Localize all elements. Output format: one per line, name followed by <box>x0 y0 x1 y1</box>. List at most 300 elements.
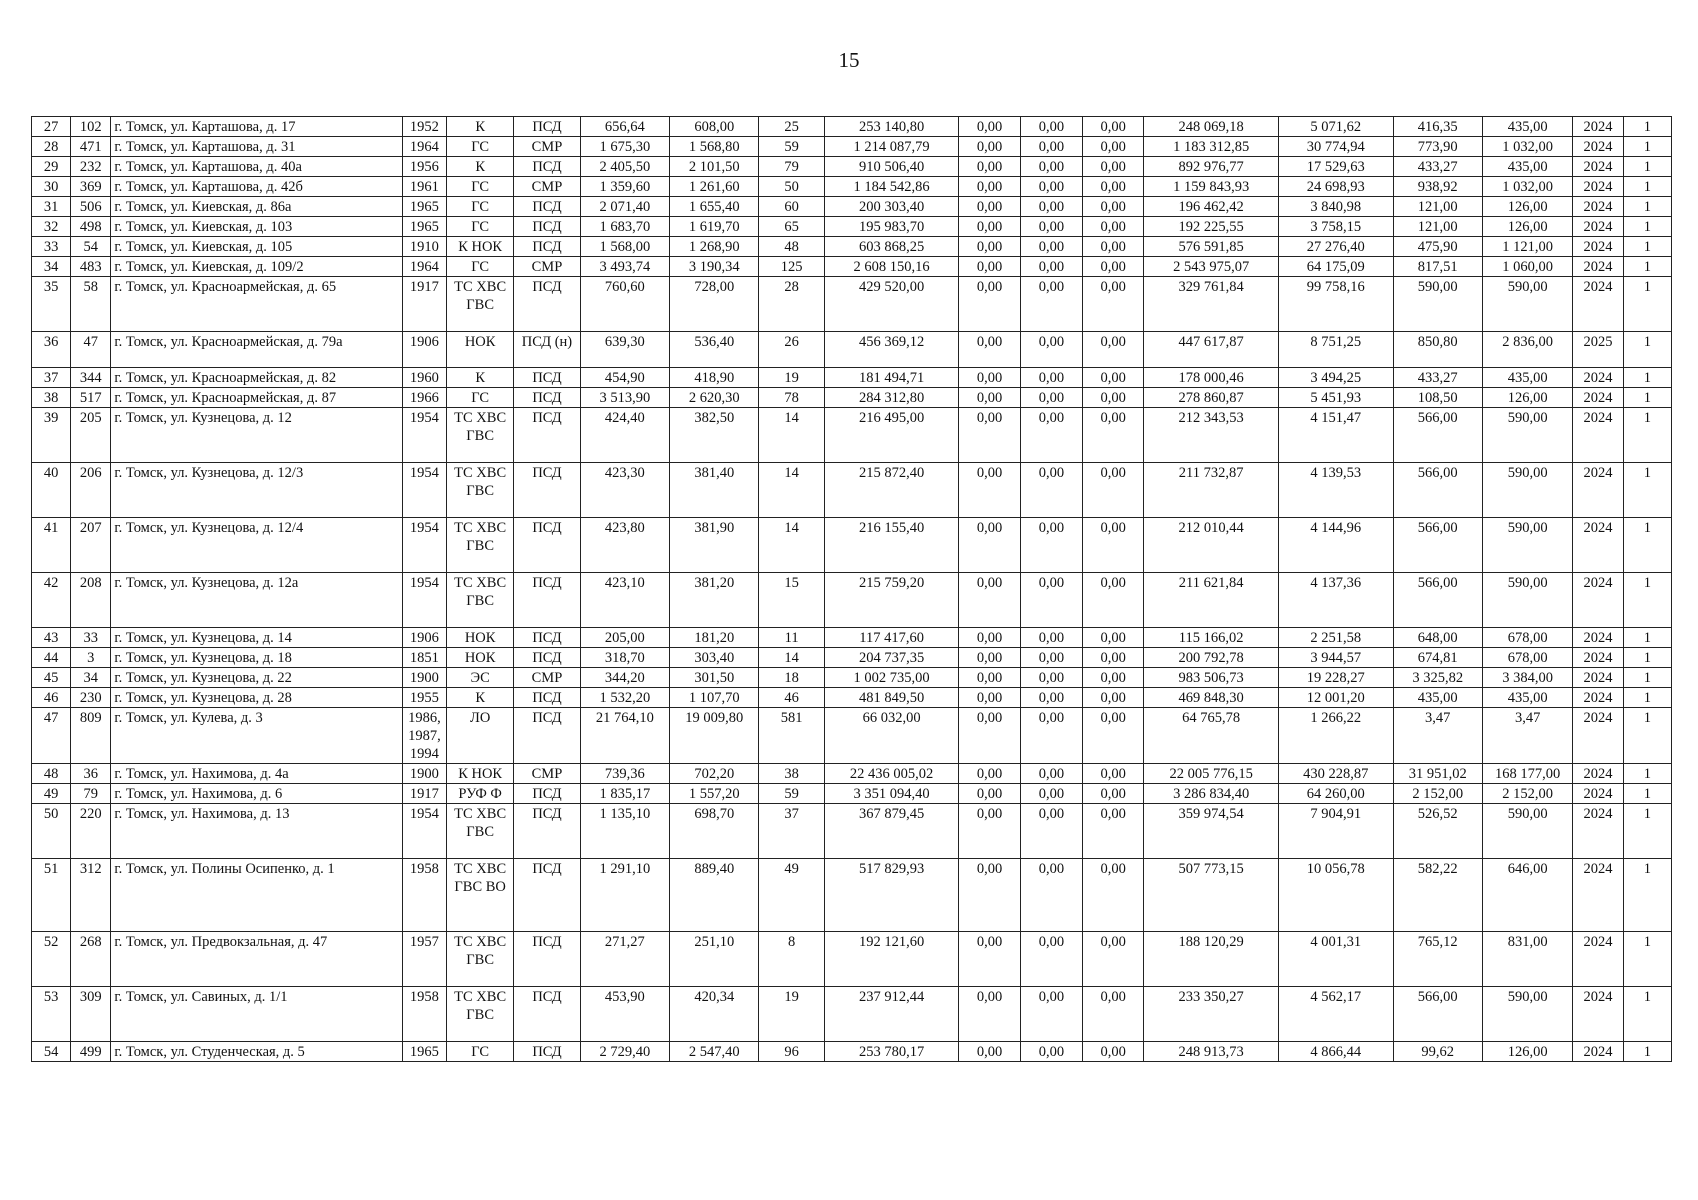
cell-fund-5: 4 137,36 <box>1278 573 1393 628</box>
cell-fund-2: 0,00 <box>1020 217 1082 237</box>
cell-row-number: 30 <box>32 177 71 197</box>
cell-work-type: ПСД <box>514 157 580 177</box>
cell-residents: 11 <box>759 628 824 648</box>
cell-fund-3: 0,00 <box>1083 388 1144 408</box>
cell-work-kind: ТС ХВС ГВС <box>446 518 513 573</box>
cell-fund-1: 0,00 <box>959 332 1020 368</box>
cell-work-type: ПСД <box>514 804 580 859</box>
cell-fund-4: 359 974,54 <box>1144 804 1279 859</box>
cell-fund-3: 0,00 <box>1083 987 1144 1042</box>
cell-unit-cost: 108,50 <box>1393 388 1482 408</box>
cell-cost-total: 1 184 542,86 <box>824 177 959 197</box>
cell-unit-cost: 938,92 <box>1393 177 1482 197</box>
cell-fund-2: 0,00 <box>1020 332 1082 368</box>
cell-work-type: ПСД <box>514 987 580 1042</box>
cell-address: г. Томск, ул. Савиных, д. 1/1 <box>111 987 402 1042</box>
cell-area-total: 1 532,20 <box>580 688 669 708</box>
cell-fund-3: 0,00 <box>1083 859 1144 932</box>
cell-build-year: 1954 <box>402 804 446 859</box>
cell-cost-total: 910 506,40 <box>824 157 959 177</box>
cell-area-total: 271,27 <box>580 932 669 987</box>
cell-fund-2: 0,00 <box>1020 764 1082 784</box>
cell-flag: 1 <box>1623 688 1671 708</box>
cell-flag: 1 <box>1623 932 1671 987</box>
cell-fund-4: 211 621,84 <box>1144 573 1279 628</box>
cell-area-living: 2 620,30 <box>670 388 759 408</box>
cell-fund-2: 0,00 <box>1020 117 1082 137</box>
cell-unit-limit: 3 384,00 <box>1482 668 1572 688</box>
table-row <box>32 859 1672 932</box>
cell-plan-year: 2024 <box>1573 518 1623 573</box>
cell-cost-total: 517 829,93 <box>824 859 959 932</box>
cell-fund-2: 0,00 <box>1020 518 1082 573</box>
cell-flag: 1 <box>1623 987 1671 1042</box>
cell-fund-1: 0,00 <box>959 932 1020 987</box>
cell-fund-3: 0,00 <box>1083 463 1144 518</box>
cell-unit-limit: 590,00 <box>1482 518 1572 573</box>
cell-fund-5: 64 260,00 <box>1278 784 1393 804</box>
cell-object-id: 369 <box>71 177 111 197</box>
cell-area-total: 423,30 <box>580 463 669 518</box>
cell-fund-3: 0,00 <box>1083 137 1144 157</box>
cell-row-number: 44 <box>32 648 71 668</box>
cell-area-living: 2 101,50 <box>670 157 759 177</box>
cell-fund-1: 0,00 <box>959 277 1020 332</box>
cell-flag: 1 <box>1623 518 1671 573</box>
cell-fund-4: 507 773,15 <box>1144 859 1279 932</box>
cell-area-living: 728,00 <box>670 277 759 332</box>
cell-fund-2: 0,00 <box>1020 408 1082 463</box>
cell-row-number: 40 <box>32 463 71 518</box>
table-row <box>32 1042 1672 1062</box>
cell-cost-total: 1 002 735,00 <box>824 668 959 688</box>
cell-work-kind: ГС <box>446 388 513 408</box>
cell-fund-2: 0,00 <box>1020 708 1082 764</box>
cell-residents: 19 <box>759 368 824 388</box>
cell-object-id: 268 <box>71 932 111 987</box>
cell-area-living: 381,90 <box>670 518 759 573</box>
cell-build-year: 1954 <box>402 408 446 463</box>
cell-fund-4: 115 166,02 <box>1144 628 1279 648</box>
cell-build-year: 1906 <box>402 332 446 368</box>
cell-fund-2: 0,00 <box>1020 237 1082 257</box>
cell-plan-year: 2024 <box>1573 277 1623 332</box>
cell-area-total: 760,60 <box>580 277 669 332</box>
cell-cost-total: 117 417,60 <box>824 628 959 648</box>
cell-area-total: 205,00 <box>580 628 669 648</box>
cell-unit-cost: 475,90 <box>1393 237 1482 257</box>
cell-address: г. Томск, ул. Карташова, д. 31 <box>111 137 402 157</box>
cell-work-kind: ГС <box>446 257 513 277</box>
table-row <box>32 237 1672 257</box>
cell-fund-1: 0,00 <box>959 987 1020 1042</box>
cell-fund-1: 0,00 <box>959 137 1020 157</box>
table-row <box>32 332 1672 368</box>
cell-area-living: 3 190,34 <box>670 257 759 277</box>
cell-cost-total: 603 868,25 <box>824 237 959 257</box>
cell-fund-4: 233 350,27 <box>1144 987 1279 1042</box>
table-row <box>32 408 1672 463</box>
cell-row-number: 49 <box>32 784 71 804</box>
cell-address: г. Томск, ул. Кузнецова, д. 12/3 <box>111 463 402 518</box>
cell-address: г. Томск, ул. Кузнецова, д. 14 <box>111 628 402 648</box>
cell-fund-2: 0,00 <box>1020 688 1082 708</box>
table-row <box>32 368 1672 388</box>
cell-fund-2: 0,00 <box>1020 197 1082 217</box>
cell-address: г. Томск, ул. Кузнецова, д. 12 <box>111 408 402 463</box>
cell-area-total: 3 493,74 <box>580 257 669 277</box>
cell-area-total: 2 405,50 <box>580 157 669 177</box>
cell-row-number: 54 <box>32 1042 71 1062</box>
cell-residents: 18 <box>759 668 824 688</box>
cell-residents: 49 <box>759 859 824 932</box>
cell-build-year: 1961 <box>402 177 446 197</box>
cell-plan-year: 2024 <box>1573 137 1623 157</box>
cell-area-total: 424,40 <box>580 408 669 463</box>
cell-area-living: 19 009,80 <box>670 708 759 764</box>
cell-fund-2: 0,00 <box>1020 668 1082 688</box>
table-body <box>32 117 1672 1062</box>
cell-fund-5: 4 562,17 <box>1278 987 1393 1042</box>
cell-flag: 1 <box>1623 257 1671 277</box>
cell-work-kind: ГС <box>446 177 513 197</box>
cell-unit-limit: 126,00 <box>1482 217 1572 237</box>
cell-object-id: 54 <box>71 237 111 257</box>
cell-fund-5: 2 251,58 <box>1278 628 1393 648</box>
cell-work-type: ПСД <box>514 277 580 332</box>
cell-fund-5: 17 529,63 <box>1278 157 1393 177</box>
cell-unit-cost: 121,00 <box>1393 217 1482 237</box>
cell-work-type: ПСД <box>514 237 580 257</box>
cell-unit-cost: 121,00 <box>1393 197 1482 217</box>
cell-row-number: 27 <box>32 117 71 137</box>
cell-build-year: 1954 <box>402 463 446 518</box>
cell-cost-total: 3 351 094,40 <box>824 784 959 804</box>
cell-fund-3: 0,00 <box>1083 1042 1144 1062</box>
cell-area-total: 1 675,30 <box>580 137 669 157</box>
cell-cost-total: 22 436 005,02 <box>824 764 959 784</box>
cell-work-kind: К <box>446 117 513 137</box>
cell-flag: 1 <box>1623 668 1671 688</box>
cell-residents: 48 <box>759 237 824 257</box>
cell-fund-2: 0,00 <box>1020 463 1082 518</box>
cell-row-number: 36 <box>32 332 71 368</box>
table-row <box>32 668 1672 688</box>
cell-object-id: 208 <box>71 573 111 628</box>
cell-fund-2: 0,00 <box>1020 932 1082 987</box>
cell-build-year: 1958 <box>402 859 446 932</box>
cell-build-year: 1900 <box>402 764 446 784</box>
cell-area-total: 21 764,10 <box>580 708 669 764</box>
cell-cost-total: 216 495,00 <box>824 408 959 463</box>
cell-fund-3: 0,00 <box>1083 804 1144 859</box>
cell-plan-year: 2024 <box>1573 708 1623 764</box>
cell-fund-1: 0,00 <box>959 368 1020 388</box>
cell-object-id: 312 <box>71 859 111 932</box>
cell-row-number: 32 <box>32 217 71 237</box>
cell-area-living: 1 261,60 <box>670 177 759 197</box>
cell-cost-total: 2 608 150,16 <box>824 257 959 277</box>
cell-unit-limit: 678,00 <box>1482 628 1572 648</box>
cell-work-kind: НОК <box>446 332 513 368</box>
cell-row-number: 53 <box>32 987 71 1042</box>
cell-area-total: 344,20 <box>580 668 669 688</box>
table-row <box>32 688 1672 708</box>
cell-address: г. Томск, ул. Карташова, д. 17 <box>111 117 402 137</box>
cell-fund-4: 212 343,53 <box>1144 408 1279 463</box>
cell-unit-limit: 1 121,00 <box>1482 237 1572 257</box>
cell-object-id: 3 <box>71 648 111 668</box>
cell-cost-total: 195 983,70 <box>824 217 959 237</box>
cell-residents: 14 <box>759 463 824 518</box>
cell-unit-cost: 31 951,02 <box>1393 764 1482 784</box>
cell-plan-year: 2024 <box>1573 688 1623 708</box>
cell-fund-4: 22 005 776,15 <box>1144 764 1279 784</box>
cell-build-year: 1955 <box>402 688 446 708</box>
cell-row-number: 43 <box>32 628 71 648</box>
cell-unit-cost: 648,00 <box>1393 628 1482 648</box>
housing-register-table <box>31 116 1672 1062</box>
cell-unit-cost: 566,00 <box>1393 987 1482 1042</box>
cell-fund-1: 0,00 <box>959 784 1020 804</box>
cell-object-id: 206 <box>71 463 111 518</box>
table-row <box>32 573 1672 628</box>
cell-unit-limit: 646,00 <box>1482 859 1572 932</box>
cell-fund-5: 4 001,31 <box>1278 932 1393 987</box>
cell-fund-1: 0,00 <box>959 217 1020 237</box>
cell-row-number: 51 <box>32 859 71 932</box>
cell-work-kind: ТС ХВС ГВС <box>446 987 513 1042</box>
cell-build-year: 1906 <box>402 628 446 648</box>
cell-flag: 1 <box>1623 408 1671 463</box>
cell-cost-total: 429 520,00 <box>824 277 959 332</box>
cell-fund-4: 188 120,29 <box>1144 932 1279 987</box>
cell-flag: 1 <box>1623 648 1671 668</box>
cell-area-living: 381,40 <box>670 463 759 518</box>
cell-residents: 96 <box>759 1042 824 1062</box>
cell-area-living: 181,20 <box>670 628 759 648</box>
cell-fund-5: 27 276,40 <box>1278 237 1393 257</box>
cell-plan-year: 2024 <box>1573 932 1623 987</box>
cell-fund-2: 0,00 <box>1020 177 1082 197</box>
cell-object-id: 230 <box>71 688 111 708</box>
cell-fund-3: 0,00 <box>1083 518 1144 573</box>
cell-build-year: 1965 <box>402 1042 446 1062</box>
cell-fund-1: 0,00 <box>959 668 1020 688</box>
cell-address: г. Томск, ул. Карташова, д. 42б <box>111 177 402 197</box>
cell-plan-year: 2025 <box>1573 332 1623 368</box>
cell-work-kind: ГС <box>446 137 513 157</box>
cell-work-type: СМР <box>514 177 580 197</box>
cell-fund-3: 0,00 <box>1083 257 1144 277</box>
cell-work-type: ПСД <box>514 197 580 217</box>
cell-row-number: 35 <box>32 277 71 332</box>
cell-fund-2: 0,00 <box>1020 137 1082 157</box>
cell-fund-2: 0,00 <box>1020 804 1082 859</box>
cell-object-id: 205 <box>71 408 111 463</box>
cell-area-living: 608,00 <box>670 117 759 137</box>
cell-work-kind: ГС <box>446 197 513 217</box>
cell-flag: 1 <box>1623 708 1671 764</box>
cell-area-total: 1 568,00 <box>580 237 669 257</box>
cell-address: г. Томск, ул. Красноармейская, д. 65 <box>111 277 402 332</box>
cell-unit-limit: 435,00 <box>1482 368 1572 388</box>
cell-build-year: 1986, 1987, 1994 <box>402 708 446 764</box>
cell-residents: 125 <box>759 257 824 277</box>
page-number: 15 <box>838 48 860 72</box>
table-row <box>32 217 1672 237</box>
cell-cost-total: 215 872,40 <box>824 463 959 518</box>
cell-fund-4: 196 462,42 <box>1144 197 1279 217</box>
cell-residents: 8 <box>759 932 824 987</box>
cell-build-year: 1966 <box>402 388 446 408</box>
cell-plan-year: 2024 <box>1573 859 1623 932</box>
cell-unit-limit: 126,00 <box>1482 197 1572 217</box>
cell-unit-limit: 126,00 <box>1482 1042 1572 1062</box>
cell-flag: 1 <box>1623 784 1671 804</box>
cell-object-id: 498 <box>71 217 111 237</box>
cell-unit-limit: 435,00 <box>1482 688 1572 708</box>
cell-residents: 19 <box>759 987 824 1042</box>
table-row <box>32 157 1672 177</box>
cell-object-id: 34 <box>71 668 111 688</box>
cell-work-kind: ТС ХВС ГВС <box>446 463 513 518</box>
cell-row-number: 31 <box>32 197 71 217</box>
cell-fund-1: 0,00 <box>959 257 1020 277</box>
cell-plan-year: 2024 <box>1573 217 1623 237</box>
cell-area-living: 381,20 <box>670 573 759 628</box>
cell-object-id: 207 <box>71 518 111 573</box>
cell-fund-1: 0,00 <box>959 1042 1020 1062</box>
cell-fund-4: 200 792,78 <box>1144 648 1279 668</box>
cell-work-kind: К <box>446 368 513 388</box>
cell-work-type: ПСД <box>514 408 580 463</box>
cell-area-living: 1 655,40 <box>670 197 759 217</box>
cell-work-kind: НОК <box>446 648 513 668</box>
cell-residents: 50 <box>759 177 824 197</box>
cell-area-living: 889,40 <box>670 859 759 932</box>
cell-unit-cost: 2 152,00 <box>1393 784 1482 804</box>
cell-plan-year: 2024 <box>1573 257 1623 277</box>
cell-residents: 581 <box>759 708 824 764</box>
cell-fund-4: 447 617,87 <box>1144 332 1279 368</box>
cell-work-kind: ГС <box>446 1042 513 1062</box>
cell-fund-3: 0,00 <box>1083 332 1144 368</box>
cell-fund-5: 5 071,62 <box>1278 117 1393 137</box>
cell-area-living: 1 268,90 <box>670 237 759 257</box>
cell-unit-limit: 678,00 <box>1482 648 1572 668</box>
cell-fund-3: 0,00 <box>1083 573 1144 628</box>
cell-cost-total: 284 312,80 <box>824 388 959 408</box>
cell-object-id: 47 <box>71 332 111 368</box>
cell-plan-year: 2024 <box>1573 463 1623 518</box>
cell-fund-1: 0,00 <box>959 463 1020 518</box>
cell-work-type: ПСД <box>514 859 580 932</box>
cell-unit-cost: 3,47 <box>1393 708 1482 764</box>
cell-residents: 65 <box>759 217 824 237</box>
cell-work-kind: К <box>446 157 513 177</box>
cell-plan-year: 2024 <box>1573 804 1623 859</box>
cell-area-total: 1 291,10 <box>580 859 669 932</box>
cell-work-type: ПСД <box>514 628 580 648</box>
cell-fund-5: 4 139,53 <box>1278 463 1393 518</box>
cell-object-id: 309 <box>71 987 111 1042</box>
cell-unit-cost: 817,51 <box>1393 257 1482 277</box>
cell-flag: 1 <box>1623 368 1671 388</box>
cell-unit-cost: 566,00 <box>1393 463 1482 518</box>
cell-flag: 1 <box>1623 157 1671 177</box>
cell-build-year: 1958 <box>402 987 446 1042</box>
cell-fund-5: 3 758,15 <box>1278 217 1393 237</box>
cell-fund-5: 7 904,91 <box>1278 804 1393 859</box>
cell-build-year: 1964 <box>402 257 446 277</box>
cell-unit-cost: 850,80 <box>1393 332 1482 368</box>
cell-residents: 78 <box>759 388 824 408</box>
cell-row-number: 38 <box>32 388 71 408</box>
cell-area-living: 301,50 <box>670 668 759 688</box>
cell-address: г. Томск, ул. Кузнецова, д. 18 <box>111 648 402 668</box>
cell-object-id: 232 <box>71 157 111 177</box>
cell-object-id: 33 <box>71 628 111 648</box>
cell-unit-cost: 99,62 <box>1393 1042 1482 1062</box>
cell-unit-limit: 590,00 <box>1482 463 1572 518</box>
cell-cost-total: 66 032,00 <box>824 708 959 764</box>
cell-unit-cost: 416,35 <box>1393 117 1482 137</box>
cell-residents: 59 <box>759 784 824 804</box>
cell-area-total: 2 729,40 <box>580 1042 669 1062</box>
cell-fund-4: 64 765,78 <box>1144 708 1279 764</box>
cell-fund-1: 0,00 <box>959 859 1020 932</box>
cell-fund-5: 3 944,57 <box>1278 648 1393 668</box>
cell-row-number: 37 <box>32 368 71 388</box>
cell-row-number: 42 <box>32 573 71 628</box>
cell-area-living: 251,10 <box>670 932 759 987</box>
cell-address: г. Томск, ул. Нахимова, д. 13 <box>111 804 402 859</box>
cell-work-type: ПСД <box>514 368 580 388</box>
cell-unit-cost: 435,00 <box>1393 688 1482 708</box>
cell-address: г. Томск, ул. Кулева, д. 3 <box>111 708 402 764</box>
cell-build-year: 1900 <box>402 668 446 688</box>
cell-build-year: 1917 <box>402 784 446 804</box>
cell-build-year: 1965 <box>402 217 446 237</box>
cell-unit-limit: 590,00 <box>1482 804 1572 859</box>
cell-area-living: 1 568,80 <box>670 137 759 157</box>
cell-work-type: СМР <box>514 668 580 688</box>
cell-residents: 14 <box>759 518 824 573</box>
cell-fund-3: 0,00 <box>1083 648 1144 668</box>
cell-area-living: 702,20 <box>670 764 759 784</box>
cell-row-number: 46 <box>32 688 71 708</box>
cell-object-id: 506 <box>71 197 111 217</box>
cell-residents: 79 <box>759 157 824 177</box>
cell-plan-year: 2024 <box>1573 573 1623 628</box>
cell-object-id: 220 <box>71 804 111 859</box>
cell-address: г. Томск, ул. Полины Осипенко, д. 1 <box>111 859 402 932</box>
cell-build-year: 1957 <box>402 932 446 987</box>
cell-object-id: 36 <box>71 764 111 784</box>
cell-address: г. Томск, ул. Киевская, д. 105 <box>111 237 402 257</box>
cell-residents: 14 <box>759 648 824 668</box>
table-row <box>32 177 1672 197</box>
cell-row-number: 50 <box>32 804 71 859</box>
cell-fund-3: 0,00 <box>1083 177 1144 197</box>
cell-fund-4: 576 591,85 <box>1144 237 1279 257</box>
cell-residents: 26 <box>759 332 824 368</box>
table-row <box>32 388 1672 408</box>
cell-residents: 60 <box>759 197 824 217</box>
cell-fund-3: 0,00 <box>1083 368 1144 388</box>
cell-address: г. Томск, ул. Студенческая, д. 5 <box>111 1042 402 1062</box>
